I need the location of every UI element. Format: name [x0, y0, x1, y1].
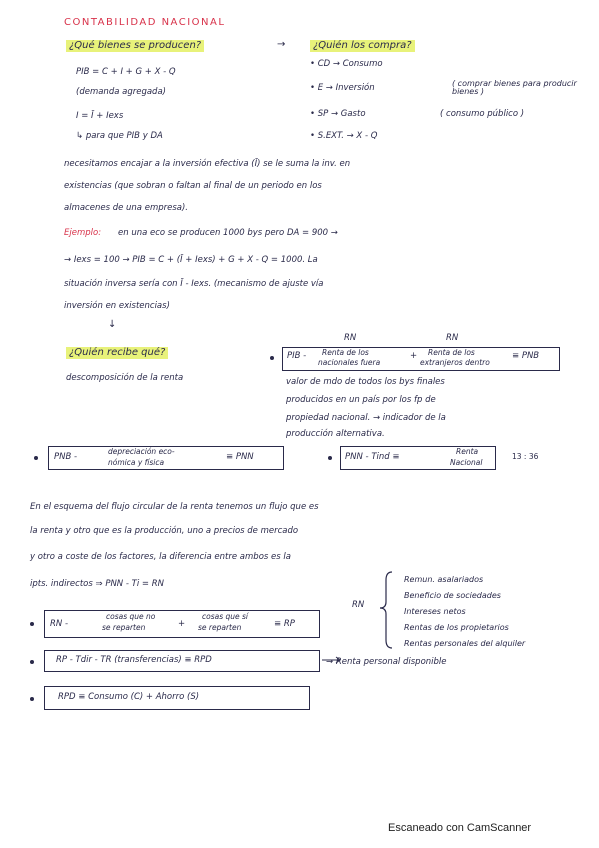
rp-start: RN -: [50, 619, 69, 629]
rn-component-3: Intereses netos: [404, 607, 466, 616]
rp-term1-line2: se reparten: [102, 623, 146, 632]
inversion-note: ( comprar bienes para producir bienes ): [452, 79, 577, 96]
rpd-note: → Renta personal disponible: [326, 657, 447, 667]
rn-component-2: Beneficio de sociedades: [404, 591, 501, 600]
rn-label-top-left: RN: [344, 333, 357, 343]
ejemplo-line2: → Iexs = 100 → PIB = C + (Ī + Iexs) + G + X - Q = 1000. La: [64, 255, 318, 265]
rp-equals: ≡ RP: [274, 619, 295, 629]
question-what-produced: ¿Qué bienes se producen?: [66, 40, 204, 52]
ejemplo-line1: en una eco se producen 1000 bys pero DA = 900 →: [118, 228, 338, 238]
para-que-line: ↳ para que PIB y DA: [76, 131, 163, 141]
rpd-text: RP - Tdir - TR (transferencias) ≡ RPD: [56, 655, 212, 665]
pnb-desc-line4: producción alternativa.: [286, 429, 385, 439]
pnn-start: PNB -: [54, 452, 78, 462]
rn-component-5: Rentas personales del alquiler: [404, 639, 526, 648]
paragraph2-line3: y otro a coste de los factores, la diferencia entre ambos es la: [30, 552, 291, 562]
rn-start: PNN - Tind ≡: [345, 452, 400, 462]
pnb-desc-line2: producidos en un país por los fp de: [286, 395, 436, 405]
pnb-desc-line1: valor de mdo de todos los bys finales: [286, 377, 445, 387]
rn-component-1: Remun. asalariados: [404, 575, 484, 584]
pnb-term1-line1: Renta de los: [322, 348, 369, 357]
pnb-equals: ≡ PNB: [512, 351, 540, 361]
paragraph2-line2: la renta y otro que es la producción, uno a precios de mercado: [30, 526, 299, 536]
inversion-formula: I = Ī + Iexs: [76, 111, 124, 121]
rp-term2-line2: se reparten: [198, 623, 242, 632]
consumo-text: RPD ≡ Consumo (C) + Ahorro (S): [58, 692, 200, 702]
ejemplo-line3: situación inversa sería con Ī - Iexs. (mecanismo de ajuste vía: [64, 279, 324, 289]
buyer-sext: • S.EXT. → X - Q: [310, 131, 378, 141]
rp-bullet: [30, 622, 34, 626]
pnn-equals: ≡ PNN: [226, 452, 254, 462]
timestamp: 13 : 36: [512, 452, 539, 461]
pnn-term-line1: depreciación eco-: [108, 447, 175, 456]
rn-term-line2: Nacional: [450, 458, 483, 467]
page-title: CONTABILIDAD NACIONAL: [64, 17, 226, 28]
paragraph1-line2: existencias (que sobran o faltan al final de un periodo en los: [64, 181, 322, 191]
pnb-term1-line2: nacionales fuera: [318, 358, 381, 367]
descomposicion-renta: descomposición de la renta: [66, 373, 184, 383]
rp-term1-line1: cosas que no: [106, 612, 156, 621]
pnb-start: PIB -: [287, 351, 307, 361]
pnb-term2-line2: extranjeros dentro: [420, 358, 490, 367]
paragraph2-line4: ipts. indirectos ⇒ PNN - Ti = RN: [30, 579, 164, 589]
rpd-bullet: [30, 660, 34, 664]
question-who-receives: ¿Quién recibe qué?: [66, 347, 168, 359]
paragraph1-line1: necesitamos encajar a la inversión efectiva (Ī) se le suma la inv. en: [64, 159, 351, 169]
pnb-term2-line1: Renta de los: [428, 348, 475, 357]
buyer-cd: • CD → Consumo: [310, 59, 383, 69]
pnb-desc-line3: propiedad nacional. → indicador de la: [286, 413, 446, 423]
buyer-sp: • SP → Gasto: [310, 109, 366, 119]
arrow: →: [277, 39, 286, 50]
down-arrow: ↓: [108, 319, 117, 330]
buyer-e: • E → Inversión: [310, 83, 375, 93]
ejemplo-label: Ejemplo:: [64, 228, 102, 238]
rp-term2-line1: cosas que sí: [202, 612, 249, 621]
question-who-buys: ¿Quién los compra?: [310, 40, 415, 52]
scanner-footer: Escaneado con CamScanner: [388, 822, 532, 834]
rn-component-4: Rentas de los propietarios: [404, 623, 509, 632]
ejemplo-line4: inversión en existencias): [64, 301, 170, 311]
rn-term-line1: Renta: [456, 447, 479, 456]
gasto-note: ( consumo público ): [440, 109, 525, 119]
pnb-plus: +: [410, 351, 418, 361]
rn-label-top-right: RN: [446, 333, 459, 343]
paragraph2-line1: En el esquema del flujo circular de la renta tenemos un flujo que es: [30, 502, 319, 512]
pib-formula: PIB = C + I + G + X - Q: [76, 67, 176, 77]
paragraph1-line3: almacenes de una empresa).: [64, 203, 189, 213]
rn-brace-label: RN: [352, 600, 365, 610]
rp-plus: +: [178, 619, 186, 629]
consumo-bullet: [30, 697, 34, 701]
pnn-term-line2: nómica y física: [108, 458, 165, 467]
demanda-agregada: (demanda agregada): [76, 87, 166, 97]
